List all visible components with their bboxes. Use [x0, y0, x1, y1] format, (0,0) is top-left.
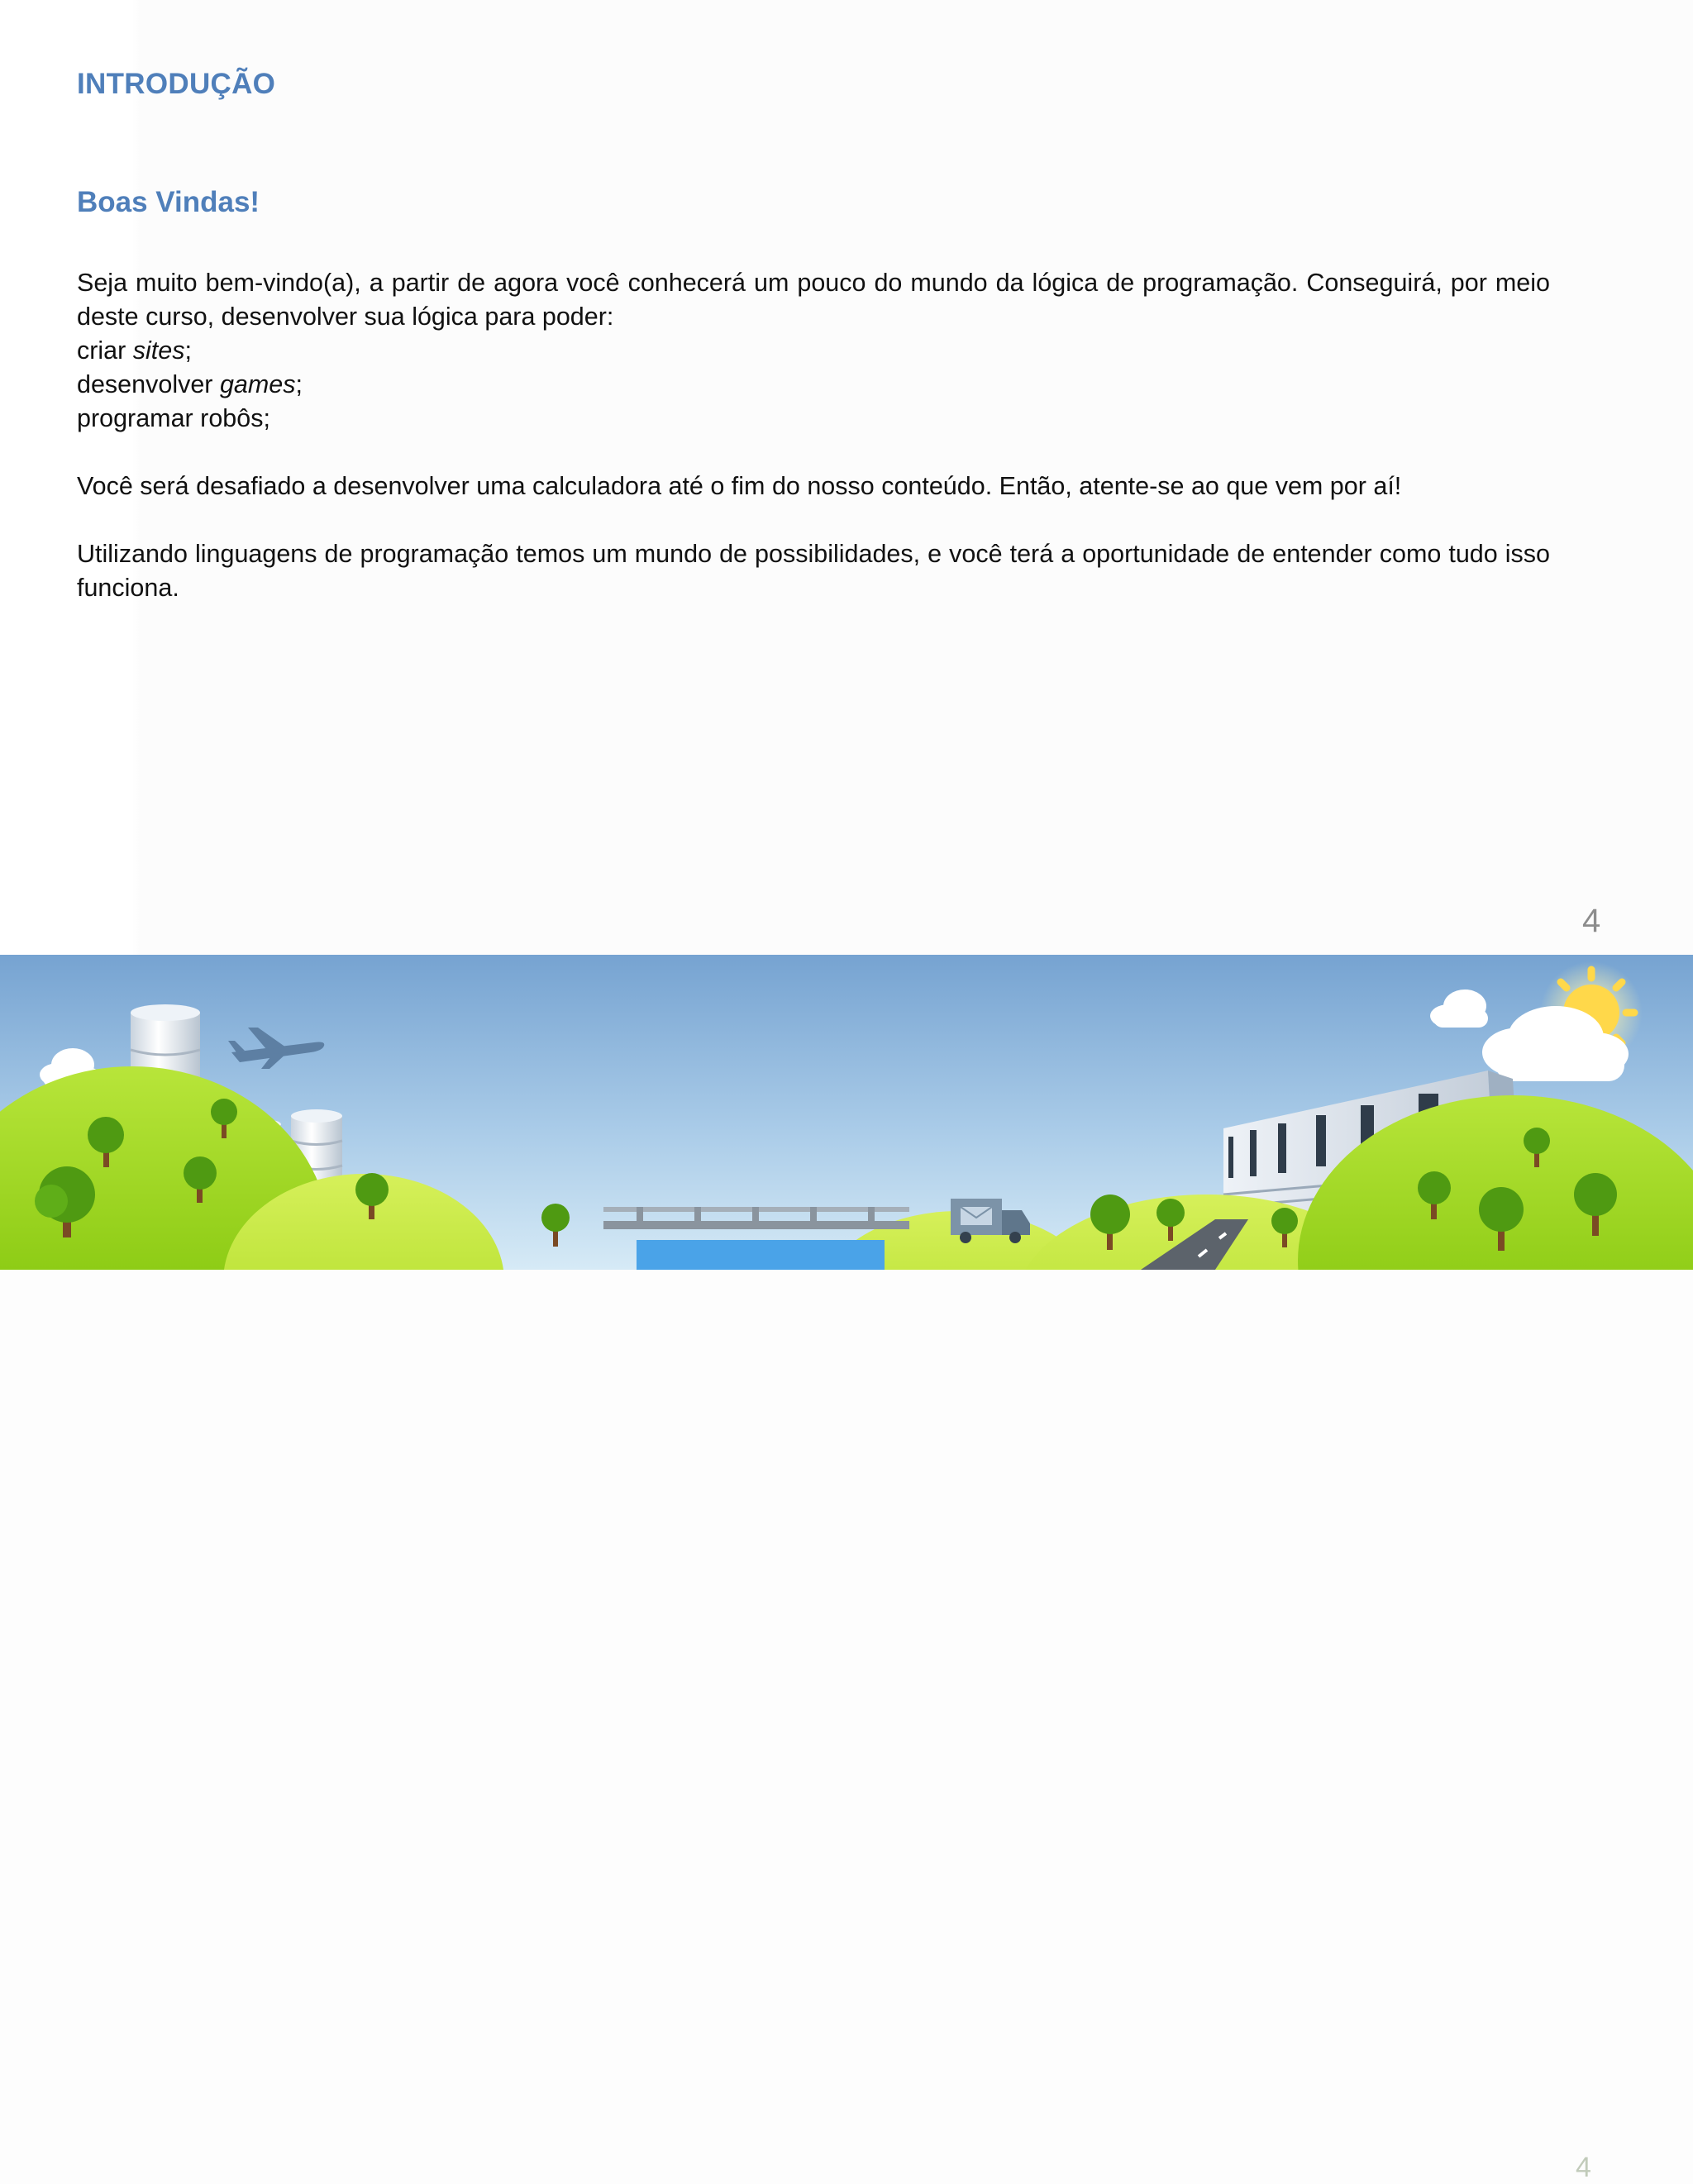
list-item-suffix: ;: [295, 370, 303, 398]
section-title: INTRODUÇÃO: [77, 68, 276, 100]
challenge-paragraph: Você será desafiado a desenvolver uma calculadora até o fim do nosso conteúdo. Então, atente-se ao que vem por aí!: [77, 472, 1402, 500]
list-item: [77, 334, 1550, 368]
slide-content: [0, 0, 1693, 955]
intro-paragraph: Seja muito bem-vindo(a), a partir de agora você conhecerá um pouco do mundo da lógica de programação. Conseguirá, por meio deste curso, desenvolver sua lógica para poder:: [77, 269, 1550, 331]
list-item-prefix: programar robôs;: [77, 404, 270, 432]
footer-page-number: 4: [1576, 2152, 1591, 2183]
welcome-heading: Boas Vindas!: [77, 186, 260, 218]
list-item-suffix: ;: [184, 336, 192, 365]
list-item: [77, 368, 1550, 402]
list-item-emphasis: games: [219, 370, 296, 398]
list-item: [77, 402, 1550, 436]
page-number: 4: [1582, 903, 1601, 939]
water: [637, 1240, 885, 1270]
list-item-emphasis: sites: [132, 336, 185, 365]
footer-illustration: [0, 955, 1693, 2183]
list-item-prefix: desenvolver: [77, 370, 220, 398]
landscape-illustration: [0, 955, 1693, 1270]
list-item-prefix: criar: [77, 336, 133, 365]
body-text: [77, 266, 1550, 605]
closing-paragraph: Utilizando linguagens de programação temos um mundo de possibilidades, e você terá a oportunidade de entender como tudo isso funciona.: [77, 540, 1550, 602]
